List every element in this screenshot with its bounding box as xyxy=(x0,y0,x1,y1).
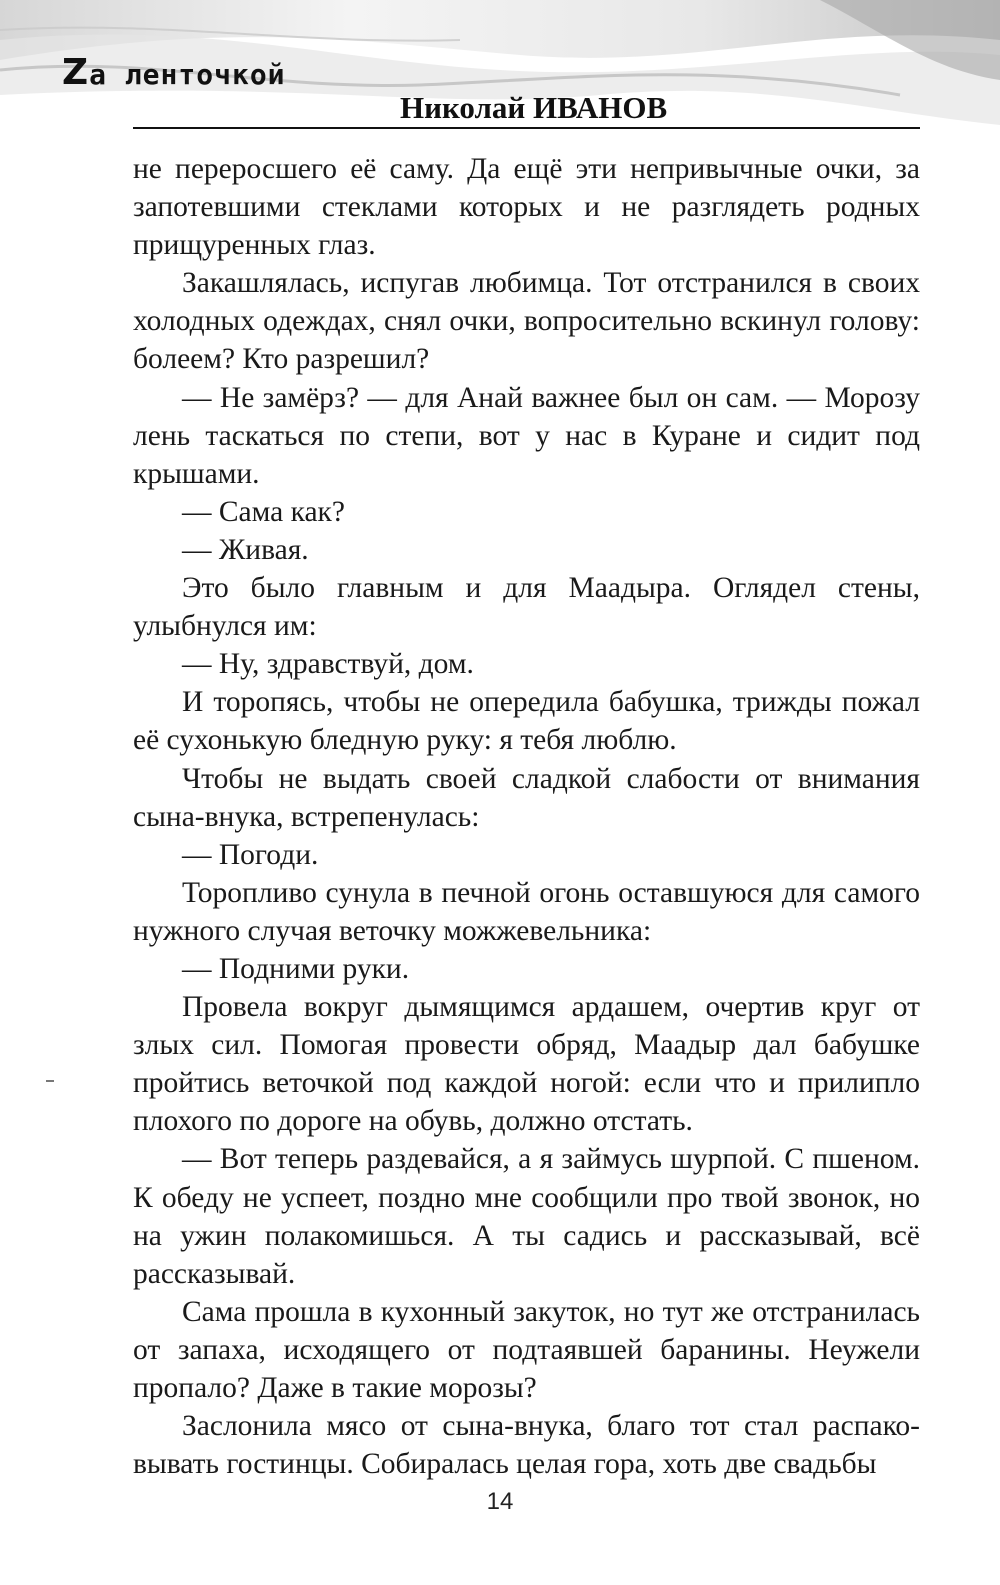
paragraph: Чтобы не выдать своей сладкой слабости от внимания сына-внука, встрепенулась: xyxy=(133,762,920,833)
series-title xyxy=(62,52,286,93)
paragraph: не переросшего её саму. Да ещё эти непривычные очки, за запотевшими стеклами которых и не разглядеть родных прищуренных глаз. xyxy=(133,153,920,262)
paragraph: И торопясь, чтобы не опередила бабушка, трижды пожал её сухонькую бледную руку: я тебя люблю. xyxy=(133,686,920,757)
paragraph: Закашлялась, испугав любимца. Тот отстранился в своих холодных одеждах, снял очки, вопросительно вскинул голову: болеем? Кто разрешил? xyxy=(133,267,920,376)
paragraph: — Сама как? xyxy=(182,495,345,528)
paragraph: — Вот теперь раздевайся, а я займусь шурпой. С пшеном. К обеду не успеет, поздно мне сообщили про твой звонок, но на ужин полакомишься. А ты садись и рассказывай, всё рассказывай. xyxy=(133,1143,920,1290)
paragraph: — Ну, здравствуй, дом. xyxy=(182,648,474,681)
paragraph: Провела вокруг дымящимся ардашем, очертив круг от злых сил. Помогая провести обряд, Маадыр дал бабушке пройтись веточкой под каждой ногой: если что и прилипло плохого по дороге на обувь, должно отстать. xyxy=(133,991,920,1138)
header-divider xyxy=(133,127,920,129)
page-number: 14 xyxy=(486,1488,514,1515)
series-title-letter: Z xyxy=(62,52,90,93)
paragraph: Это было главным и для Маадыра. Оглядел стены, улыбнулся им: xyxy=(133,572,920,643)
paragraph: Заслонила мясо от сына-внука, благо тот стал распаковывать гостинцы. Собиралась целая гора, хоть две свадьбы xyxy=(133,1410,920,1481)
series-title-rest: а ленточкой xyxy=(89,58,286,91)
paragraph: — Живая. xyxy=(182,533,309,566)
author-name: Николай ИВАНОВ xyxy=(400,90,668,125)
paragraph: Торопливо сунула в печной огонь оставшуюся для самого нужного случая веточку можжевельника: xyxy=(133,876,920,947)
body-text xyxy=(133,150,920,1483)
margin-mark xyxy=(46,1080,54,1082)
paragraph: — Подними руки. xyxy=(182,952,410,985)
paragraph: Сама прошла в кухонный закуток, но тут же отстранилась от запаха, исходящего от подтаявшей баранины. Неужели пропало? Даже в такие морозы? xyxy=(133,1295,920,1404)
paragraph: — Не замёрз? — для Анай важнее был он сам. — Морозу лень таскаться по степи, вот у нас в Куране и сидит под крышами. xyxy=(133,381,920,490)
paragraph: — Погоди. xyxy=(182,838,319,871)
